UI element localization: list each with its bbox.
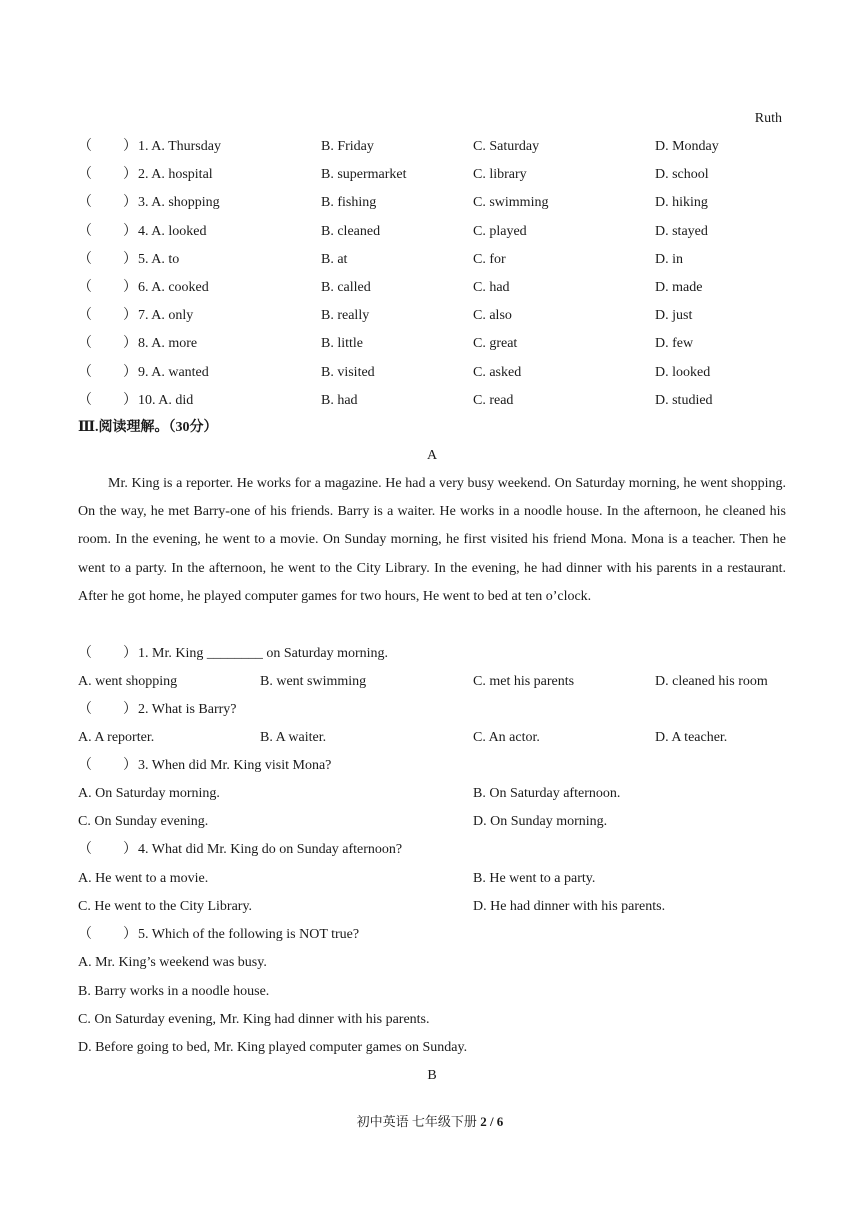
question-1-options <box>78 672 786 692</box>
question-5-option-c: C. On Saturday evening, Mr. King had dinner with his parents. <box>78 1012 430 1027</box>
question-3-options-ab <box>78 784 786 804</box>
option-a: 6. A. cooked <box>138 280 209 295</box>
option-c: C. On Sunday evening. <box>78 814 209 829</box>
option-a: 3. A. shopping <box>138 195 220 211</box>
option-a: 8. A. more <box>138 336 198 352</box>
answer-blank: （ ） <box>78 139 137 154</box>
option-c: C. Saturday <box>473 139 540 154</box>
answer-blank: （ ） <box>78 195 137 211</box>
option-c: C. also <box>473 308 512 324</box>
question-5-option-a: A. Mr. King’s weekend was busy. <box>78 955 267 970</box>
option-c: C. He went to the City Library. <box>78 899 253 914</box>
question-5-option-d: D. Before going to bed, Mr. King played computer games on Sunday. <box>78 1040 468 1055</box>
option-b: B. cleaned <box>321 223 381 239</box>
option-c: C. asked <box>473 364 522 380</box>
cloze-row <box>78 193 786 213</box>
option-c: C. for <box>473 251 506 267</box>
page-number: 2 / 6 <box>480 1114 504 1129</box>
answer-blank: （ ） <box>78 336 137 352</box>
option-c: C. great <box>473 336 518 352</box>
option-d: D. Monday <box>655 139 719 154</box>
answer-blank: （ ） <box>78 364 137 380</box>
option-a: A. A reporter. <box>78 730 155 745</box>
option-b: B. called <box>321 280 371 295</box>
question-2-options <box>78 728 786 748</box>
passage-a-text: Mr. King is a reporter. He works for a magazine. He had a very busy weekend. On Saturday morning, he went shopping. On the way, he met Barry-one of his friends. Barry is a waiter. He works in a noodle house. In the afternoon, he cleaned his room. In the evening, he went to a movie. On Sunday morning, he first visited his friend Mona. Mona is a teacher. Then he went to a party. In the afternoon, he went to the City Library. In the evening, he had dinner with his parents in a restaurant. After he got home, he played computer games for two hours, He went to bed at ten o’clock. <box>78 476 786 604</box>
question-1-stem: （ ）1. Mr. King ________ on Saturday morning. <box>78 644 786 664</box>
option-b: B. had <box>321 392 358 408</box>
option-b: B. Friday <box>321 139 374 154</box>
question-4-options-cd <box>78 897 786 917</box>
cloze-row <box>78 222 786 242</box>
question-5-stem: （ ）5. Which of the following is NOT true? <box>78 925 786 945</box>
option-b: B. little <box>321 336 363 352</box>
option-d: D. few <box>655 336 694 352</box>
option-c: C. played <box>473 223 527 239</box>
option-c: C. had <box>473 280 510 295</box>
option-a: 5. A. to <box>138 251 180 267</box>
answer-blank: （ ） <box>78 758 137 773</box>
option-b: B. A waiter. <box>260 730 327 745</box>
question-5-option-b: B. Barry works in a noodle house. <box>78 984 270 999</box>
option-d: D. in <box>655 251 683 267</box>
answer-blank: （ ） <box>78 223 137 239</box>
option-a: A. went shopping <box>78 674 178 689</box>
question-4-options-ab <box>78 869 786 889</box>
option-a: 9. A. wanted <box>138 364 209 380</box>
footer-text: 初中英语 七年级下册 <box>356 1114 481 1129</box>
option-a: 1. A. Thursday <box>138 139 221 154</box>
answer-blank: （ ） <box>78 251 137 267</box>
cloze-row <box>78 391 786 411</box>
option-c: C. An actor. <box>473 730 540 745</box>
option-d: D. made <box>655 280 703 295</box>
option-b: B. supermarket <box>321 167 407 183</box>
option-c: C. met his parents <box>473 674 575 689</box>
answer-blank: （ ） <box>78 308 137 324</box>
question-3-options-cd <box>78 812 786 832</box>
passage-b-label: B <box>427 1068 437 1083</box>
option-d: D. A teacher. <box>655 730 728 745</box>
question-4-stem: （ ）4. What did Mr. King do on Sunday afternoon? <box>78 840 786 860</box>
answer-blank: （ ） <box>78 927 137 942</box>
option-b: B. He went to a party. <box>473 871 596 886</box>
option-a: A. On Saturday morning. <box>78 786 220 801</box>
option-c: C. library <box>473 167 527 183</box>
answer-blank: （ ） <box>78 646 137 661</box>
answer-blank: （ ） <box>78 167 137 183</box>
cloze-row <box>78 250 786 270</box>
option-b: B. went swimming <box>260 674 367 689</box>
option-d: D. just <box>655 308 693 324</box>
option-a: 7. A. only <box>138 308 194 324</box>
cloze-row <box>78 306 786 326</box>
option-b: B. visited <box>321 364 375 380</box>
option-c: C. swimming <box>473 195 549 211</box>
cloze-row <box>78 278 786 298</box>
option-b: B. really <box>321 308 370 324</box>
option-a: A. He went to a movie. <box>78 871 209 886</box>
option-c: C. read <box>473 392 514 408</box>
option-d: D. stayed <box>655 223 708 239</box>
option-d: D. looked <box>655 364 711 380</box>
option-d: D. studied <box>655 392 713 408</box>
option-d: D. He had dinner with his parents. <box>473 899 666 914</box>
option-b: B. fishing <box>321 195 377 211</box>
option-b: B. On Saturday afternoon. <box>473 786 621 801</box>
passage-a-label: A <box>426 448 438 463</box>
option-a: 4. A. looked <box>138 223 207 239</box>
option-d: D. hiking <box>655 195 708 211</box>
option-d: D. school <box>655 167 709 183</box>
option-d: D. On Sunday morning. <box>473 814 608 829</box>
page-footer <box>0 1111 860 1130</box>
letter-signature: Ruth <box>754 111 782 126</box>
question-3-stem: （ ）3. When did Mr. King visit Mona? <box>78 756 786 776</box>
option-b: B. at <box>321 251 348 267</box>
option-a: 10. A. did <box>138 392 194 408</box>
cloze-row <box>78 165 786 185</box>
answer-blank: （ ） <box>78 702 137 717</box>
answer-blank: （ ） <box>78 842 137 857</box>
answer-blank: （ ） <box>78 392 137 408</box>
section-heading: Ⅲ.阅读理解。（30分） <box>78 420 218 435</box>
answer-blank: （ ） <box>78 280 137 295</box>
option-d: D. cleaned his room <box>655 674 768 689</box>
question-2-stem: （ ）2. What is Barry? <box>78 700 786 720</box>
cloze-row <box>78 137 786 157</box>
cloze-row <box>78 363 786 383</box>
cloze-row <box>78 334 786 354</box>
option-a: 2. A. hospital <box>138 167 213 183</box>
